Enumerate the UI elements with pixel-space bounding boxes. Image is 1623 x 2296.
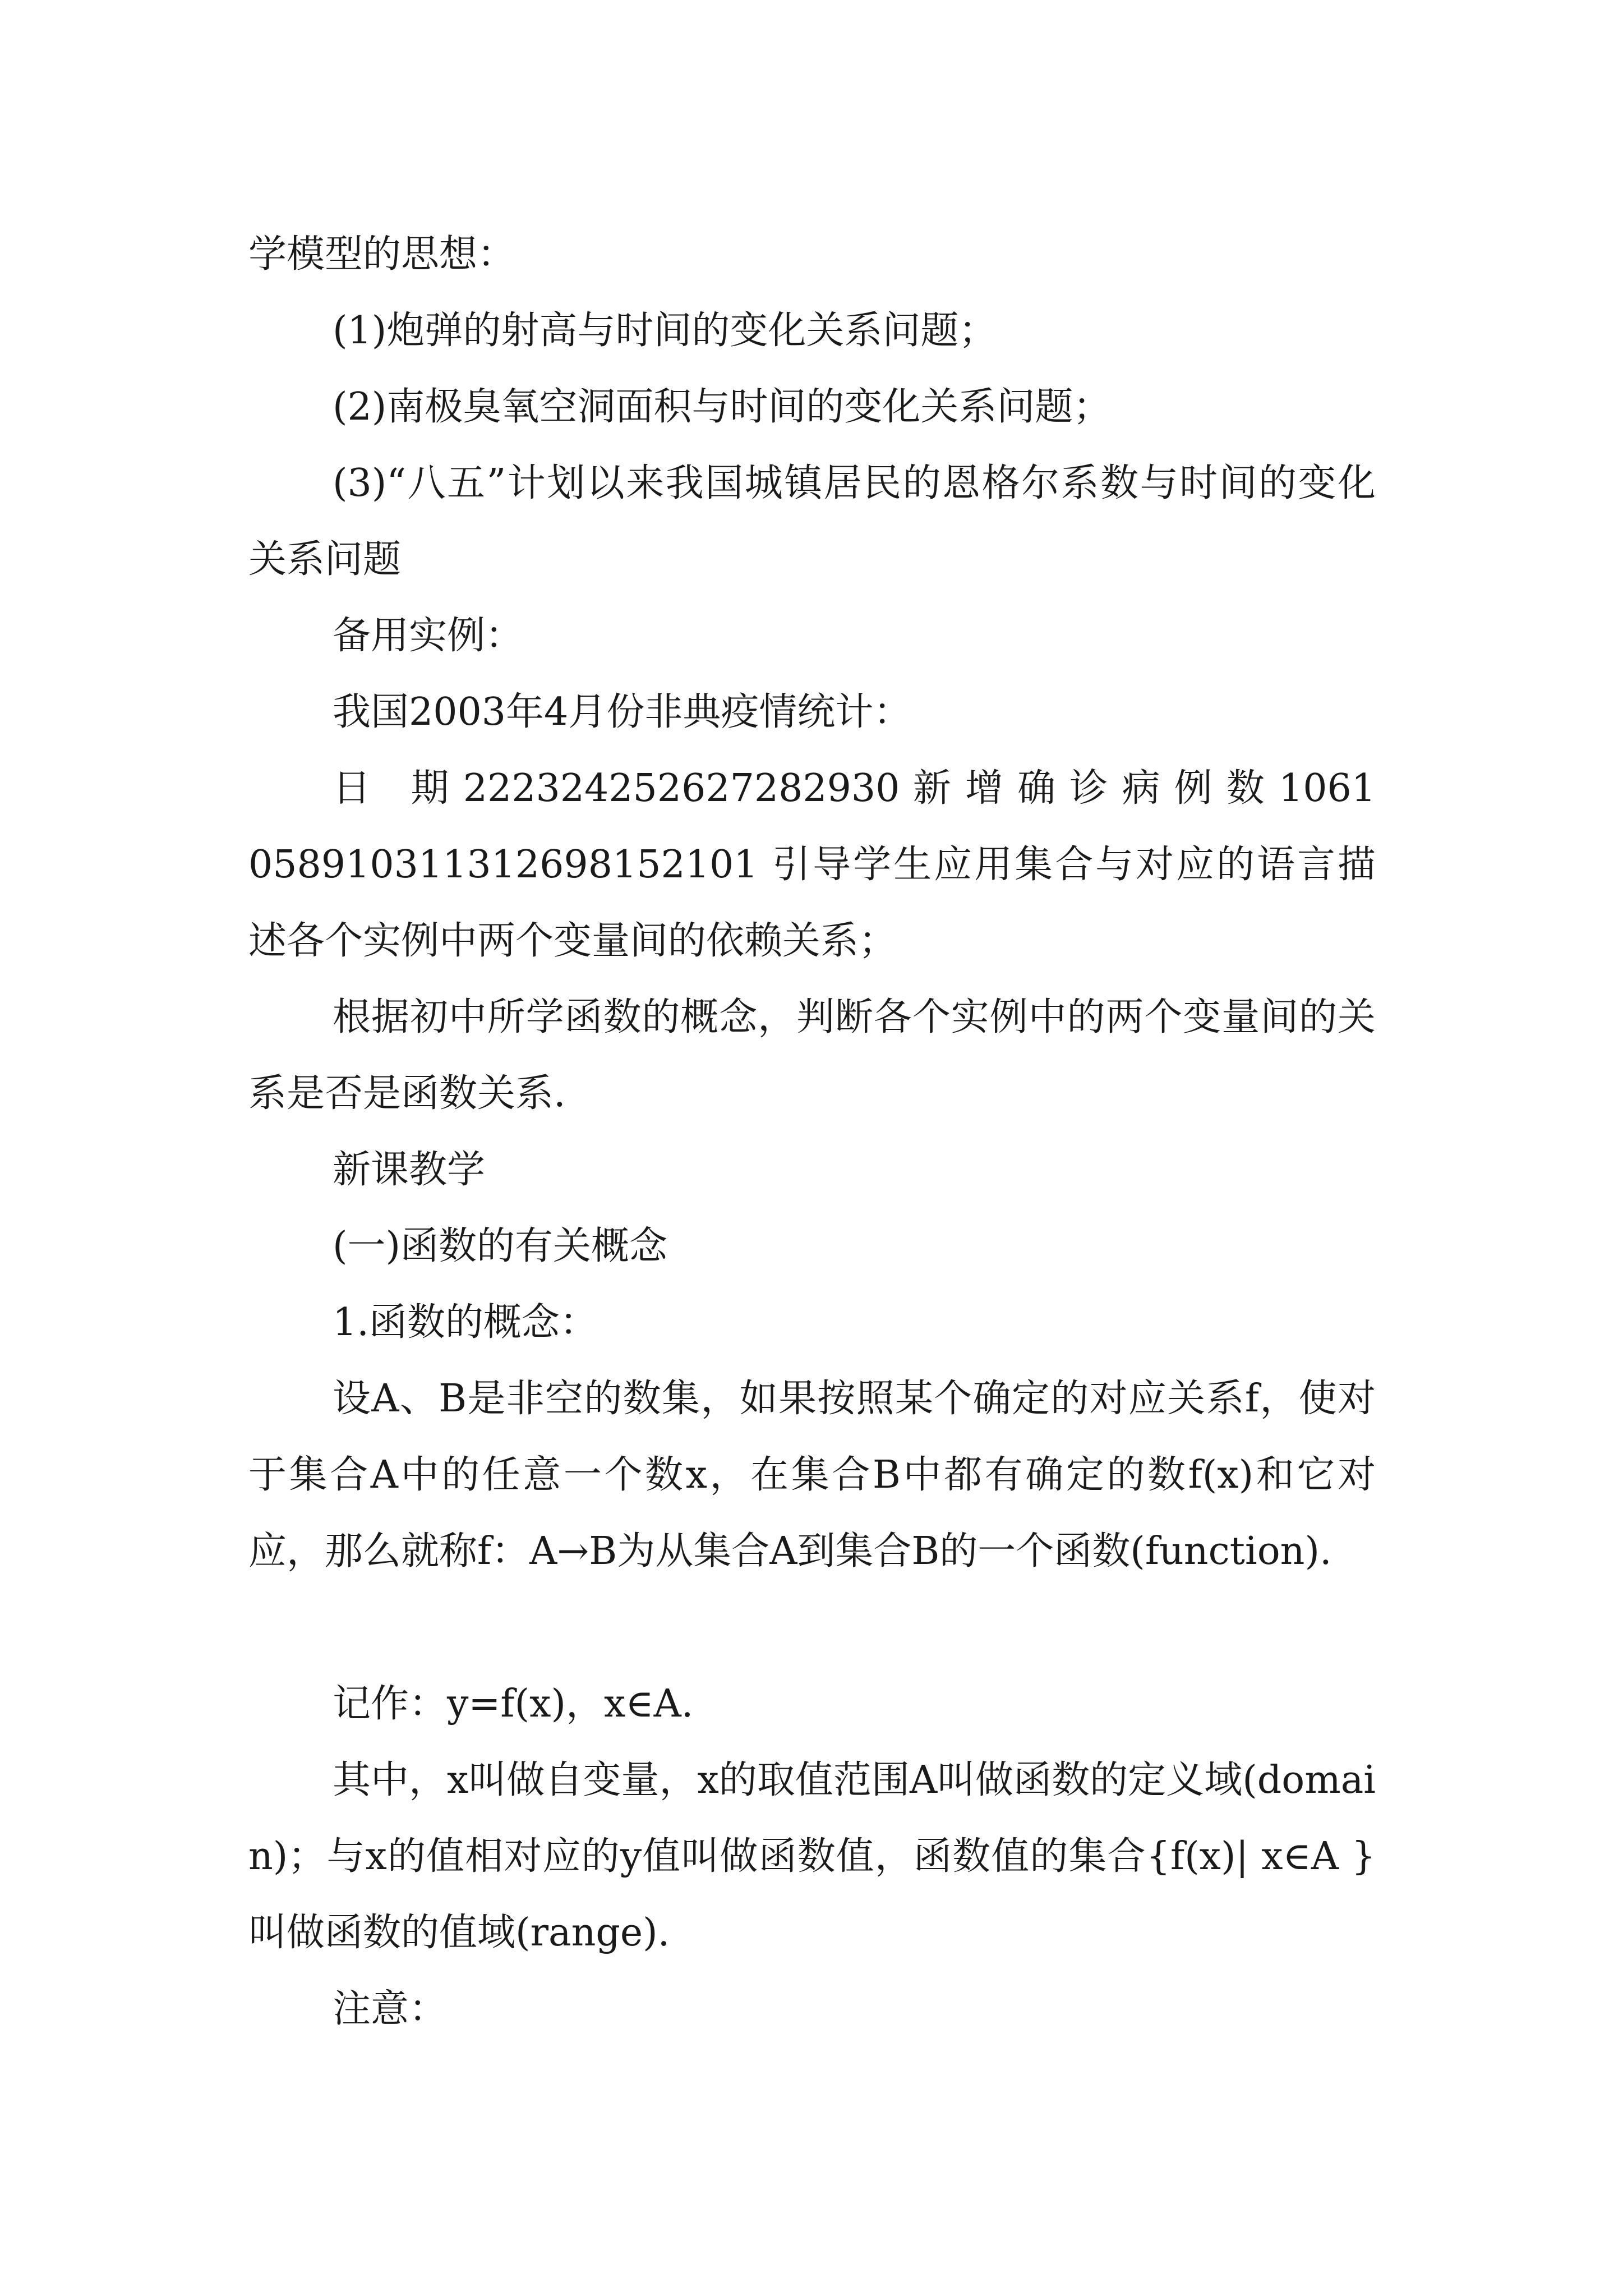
section-heading-function-concepts: (一)函数的有关概念 [333,1224,668,1268]
paragraph-intro-tail: 学模型的思想： [248,232,516,277]
section-heading-function-definition: 1.函数的概念： [333,1300,598,1345]
paragraph-example-1: (1)炮弹的射高与时间的变化关系问题； [333,309,997,353]
paragraph-example-2: (2)南极臭氧空洞面积与时间的变化关系问题； [333,385,1112,429]
paragraph-note-heading: 注意： [333,1987,448,2031]
paragraph-backup-heading: 备用实例： [333,614,524,658]
paragraph-function-definition: 设A、B是非空的数集，如果按照某个确定的对应关系f，使对于集合A中的任意一个数x，在集合B中都有确定的数f(x)和它对应，那么就称f：A→B为从集合A到集合B的一个函数(function). [248,1377,1376,1573]
paragraph-notation: 记作：y=f(x)，x∈A. [333,1682,694,1726]
paragraph-domain-range: 其中，x叫做自变量，x的取值范围A叫做函数的定义域(domain)；与x的值相对应的y值叫做函数值，函数值的集合{f(x)| x∈A }叫做函数的值域(range). [248,1758,1376,1955]
paragraph-judge-function: 根据初中所学函数的概念，判断各个实例中的两个变量间的关系是否是函数关系. [248,995,1376,1116]
section-heading-new-lesson: 新课教学 [333,1148,486,1192]
paragraph-example-3: (3)“八五”计划以来我国城镇居民的恩格尔系数与时间的变化关系问题 [248,461,1376,582]
paragraph-sars-table-text: 日 期 222324252627282930 新 增 确 诊 病 例 数 10610589103113126981521​01 引导学生应用集合与对应的语言描述各个实例中两个变量间的依赖关系； [248,766,1376,963]
paragraph-sars-stats: 我国2003年4月份非典疫情统计： [333,690,912,734]
